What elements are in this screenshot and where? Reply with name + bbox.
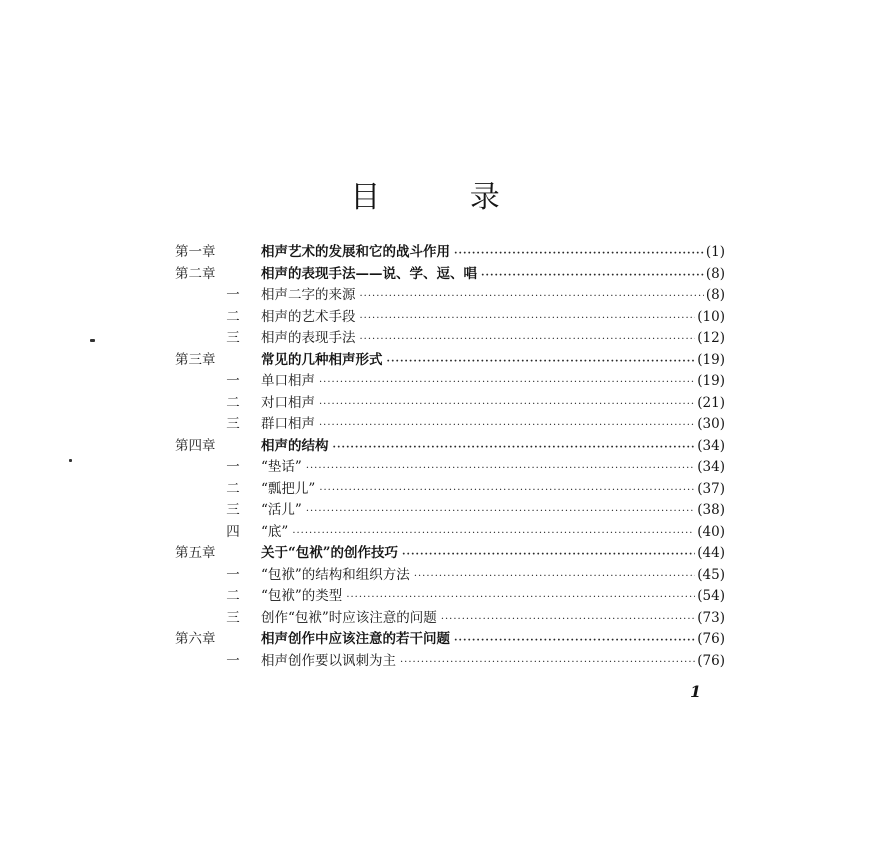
toc-entry — [261, 436, 725, 459]
toc-label: 三 — [226, 416, 240, 432]
toc-chapter-row — [175, 350, 725, 372]
toc-chapter-row — [175, 629, 725, 651]
toc-entry — [261, 629, 725, 652]
toc-section-row — [175, 328, 725, 350]
toc-page-number: (1) — [705, 244, 725, 260]
toc-section-row — [175, 608, 725, 630]
toc-page-number: (44) — [697, 545, 725, 561]
toc-section-row — [175, 307, 725, 329]
toc-label: 一 — [226, 566, 240, 583]
toc-section-row — [175, 565, 725, 587]
toc-entry — [261, 307, 725, 330]
toc-section-row — [175, 371, 725, 393]
toc-label: 一 — [226, 652, 240, 669]
scan-speck — [90, 339, 95, 342]
toc-entry — [261, 651, 725, 674]
dot-leader — [481, 265, 704, 287]
toc-title: “垫话” — [261, 459, 302, 475]
toc-page-number: (34) — [697, 459, 725, 475]
toc-title: 相声的艺术手段 — [261, 308, 356, 325]
toc-page-number: (38) — [697, 502, 725, 518]
toc-entry — [261, 500, 725, 523]
toc-page-number: (76) — [697, 652, 725, 669]
dot-leader — [360, 308, 696, 330]
dot-leader — [319, 480, 695, 502]
dot-leader — [292, 523, 695, 545]
toc-title: 相声的表现手法 — [261, 330, 356, 346]
page-title: 目 录 — [350, 180, 540, 215]
toc-chapter-row — [175, 436, 725, 458]
dot-leader — [454, 243, 704, 265]
toc-title: 常见的几种相声形式 — [261, 351, 383, 368]
toc-entry — [261, 328, 725, 351]
scan-speck — [69, 459, 72, 462]
toc-section-row — [175, 285, 725, 307]
toc-label: 四 — [226, 523, 240, 540]
toc-label: 一 — [226, 287, 240, 303]
toc-title: “活儿” — [261, 502, 302, 518]
dot-leader — [360, 286, 704, 308]
toc-entry — [261, 586, 725, 609]
toc-page-number: (21) — [697, 394, 725, 411]
toc-section-row — [175, 414, 725, 436]
toc-label: 二 — [226, 588, 240, 604]
dot-leader — [360, 329, 696, 351]
toc-entry — [261, 414, 725, 437]
dot-leader — [319, 372, 695, 394]
toc-entry — [261, 371, 725, 394]
toc-page-number: (73) — [697, 609, 725, 626]
dot-leader — [306, 501, 695, 523]
toc-title: 对口相声 — [261, 394, 315, 411]
toc-page-number: (8) — [705, 265, 725, 282]
dot-leader — [333, 437, 696, 459]
toc-title: 关于“包袱”的创作技巧 — [261, 545, 399, 561]
toc-section-row — [175, 457, 725, 479]
toc-title: “包袱”的类型 — [261, 588, 343, 604]
toc-entry — [261, 479, 725, 502]
toc-section-row — [175, 393, 725, 415]
dot-leader — [319, 415, 695, 437]
toc-section-row — [175, 586, 725, 608]
dot-leader — [387, 351, 696, 373]
toc-page-number: (37) — [697, 480, 725, 497]
toc-entry — [261, 350, 725, 373]
toc-label: 第六章 — [175, 631, 216, 647]
toc-title: “底” — [261, 523, 289, 540]
toc-entry — [261, 393, 725, 416]
toc-entry — [261, 565, 725, 588]
toc-title: 相声的表现手法——说、学、逗、唱 — [261, 265, 477, 282]
toc-page-number: (30) — [697, 416, 725, 432]
dot-leader — [414, 566, 695, 588]
toc-title: 相声的结构 — [261, 437, 329, 454]
toc-title: 相声创作中应该注意的若干问题 — [261, 631, 450, 647]
toc-page-number: (76) — [697, 631, 725, 647]
toc-label: 二 — [226, 480, 240, 497]
toc-label: 第一章 — [175, 244, 216, 260]
toc-page-number: (19) — [697, 373, 725, 389]
toc-entry — [261, 522, 725, 545]
toc-entry — [261, 608, 725, 631]
toc-label: 第三章 — [175, 351, 216, 368]
toc-page-number: (54) — [697, 588, 725, 604]
toc-title: “包袱”的结构和组织方法 — [261, 566, 410, 583]
toc-label: 第五章 — [175, 545, 216, 561]
toc-chapter-row — [175, 242, 725, 264]
dot-leader — [402, 544, 695, 566]
toc-title: 群口相声 — [261, 416, 315, 432]
toc-page-number: (8) — [705, 287, 725, 303]
dot-leader — [306, 458, 695, 480]
toc-section-row — [175, 479, 725, 501]
toc-page-number: (34) — [697, 437, 725, 454]
toc-label: 三 — [226, 609, 240, 626]
toc-label: 二 — [226, 308, 240, 325]
toc-entry — [261, 285, 725, 308]
toc-label: 一 — [226, 459, 240, 475]
toc-title: 创作“包袱”时应该注意的问题 — [261, 609, 437, 626]
toc-label: 三 — [226, 330, 240, 346]
dot-leader — [441, 609, 695, 631]
page-number: 1 — [690, 682, 702, 701]
toc-section-row — [175, 522, 725, 544]
toc-label: 一 — [226, 373, 240, 389]
dot-leader — [346, 587, 695, 609]
toc-page-number: (19) — [697, 351, 725, 368]
toc-entry — [261, 242, 725, 265]
toc-title: “瓢把儿” — [261, 480, 316, 497]
toc-page-number: (10) — [697, 308, 725, 325]
toc-section-row — [175, 651, 725, 673]
toc-title: 相声艺术的发展和它的战斗作用 — [261, 244, 450, 260]
toc-entry — [261, 457, 725, 480]
toc-entry — [261, 264, 725, 287]
toc-chapter-row — [175, 543, 725, 565]
dot-leader — [454, 630, 695, 652]
toc-entry — [261, 543, 725, 566]
toc-label: 第二章 — [175, 265, 216, 282]
toc-title: 相声二字的来源 — [261, 287, 356, 303]
table-of-contents — [175, 242, 725, 672]
toc-chapter-row — [175, 264, 725, 286]
toc-title: 单口相声 — [261, 373, 315, 389]
toc-title: 相声创作要以讽刺为主 — [261, 652, 396, 669]
dot-leader — [400, 652, 695, 674]
toc-label: 第四章 — [175, 437, 216, 454]
toc-page-number: (40) — [697, 523, 725, 540]
toc-page-number: (12) — [697, 330, 725, 346]
toc-label: 二 — [226, 394, 240, 411]
toc-page-number: (45) — [697, 566, 725, 583]
toc-section-row — [175, 500, 725, 522]
toc-label: 三 — [226, 502, 240, 518]
dot-leader — [319, 394, 695, 416]
